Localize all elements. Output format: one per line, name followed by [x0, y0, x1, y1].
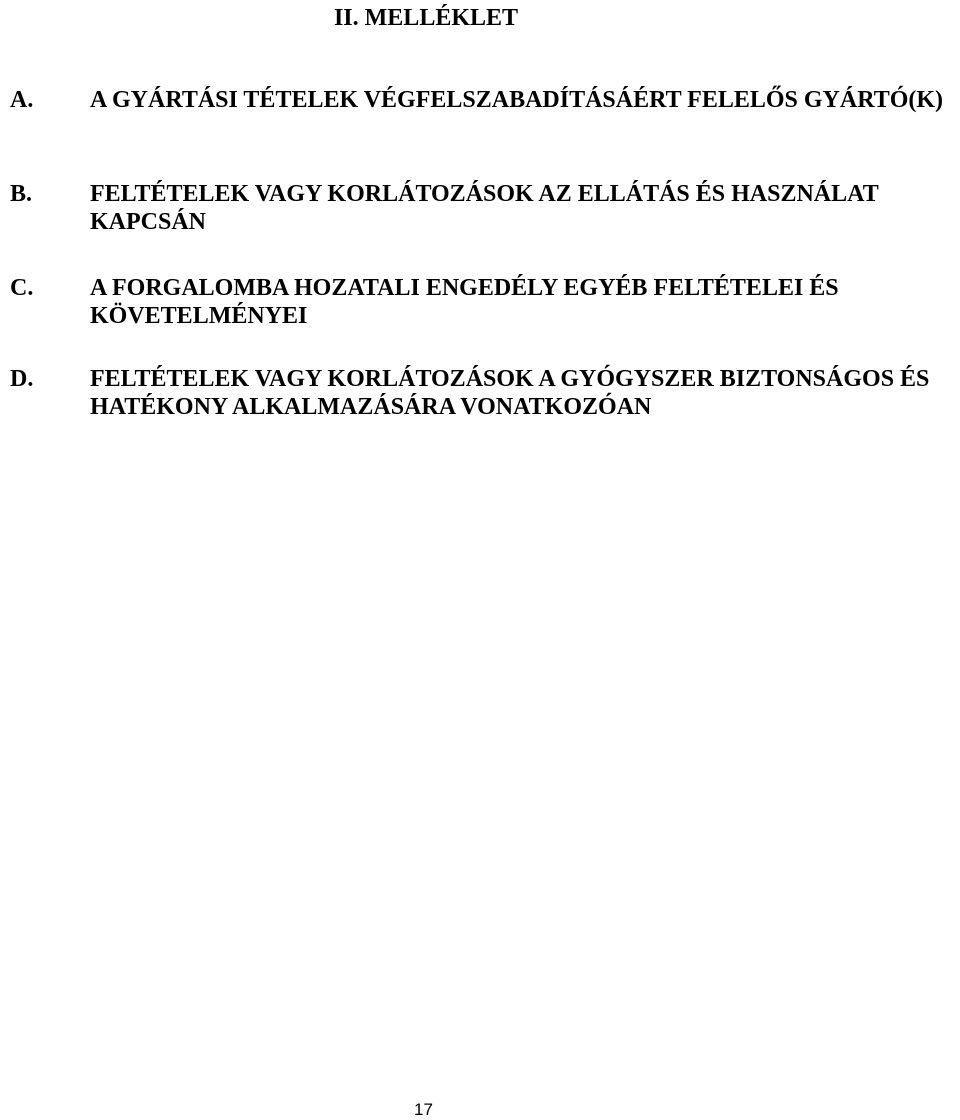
page-title: II. MELLÉKLET: [333, 5, 519, 31]
section-d-heading: FELTÉTELEK VAGY KORLÁTOZÁSOK A GYÓGYSZER BIZTONSÁGOS ÉS HATÉKONY ALKALMAZÁSÁRA VONATKOZÓAN: [90, 366, 930, 420]
section-a-letter: A.: [10, 87, 34, 113]
section-d-letter: D.: [10, 366, 34, 392]
section-b-letter: B.: [10, 181, 33, 207]
page-number: 17: [414, 1100, 433, 1119]
section-c-letter: C.: [10, 275, 34, 301]
section-b-heading: FELTÉTELEK VAGY KORLÁTOZÁSOK AZ ELLÁTÁS ÉS HASZNÁLAT KAPCSÁN: [90, 181, 879, 235]
section-c-heading: A FORGALOMBA HOZATALI ENGEDÉLY EGYÉB FELTÉTELEI ÉS KÖVETELMÉNYEI: [90, 275, 839, 329]
section-a-heading: A GYÁRTÁSI TÉTELEK VÉGFELSZABADÍTÁSÁÉRT FELELŐS GYÁRTÓ(K): [90, 87, 944, 113]
